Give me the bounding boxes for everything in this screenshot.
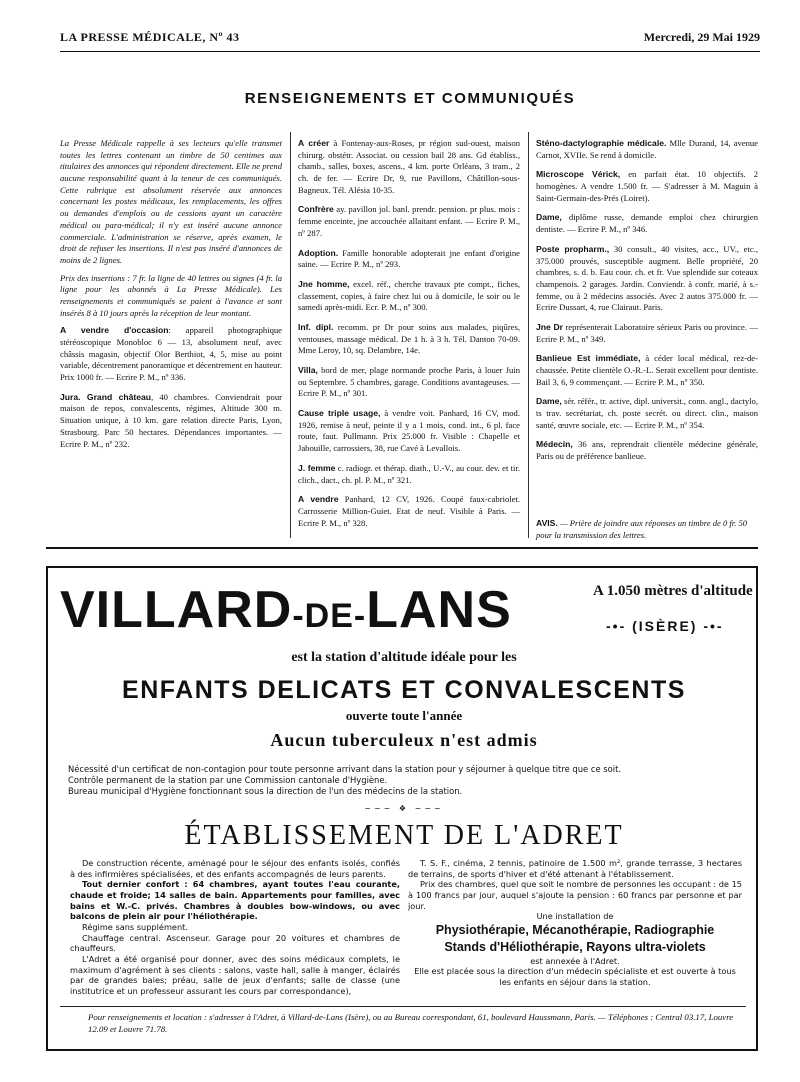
ornament-divider: ~~~ ❖ ~~~ <box>364 804 444 813</box>
classified-ad <box>536 439 758 462</box>
classified-ad <box>298 204 520 239</box>
classified-ad <box>536 169 758 204</box>
classified-ad <box>536 212 758 235</box>
ad-text: à céder local médical, rez-de-chaussée. Petite clientèle O.-R.-L. Serait excellent pour dentiste. Bail 3, 6, 9 commençant. — Ecrire P. M., nº 350. <box>536 353 758 387</box>
section-rule <box>46 547 758 549</box>
column-1 <box>60 138 282 458</box>
ad-title: Microscope Vérick, <box>536 169 621 180</box>
establishment-description-right <box>408 858 742 988</box>
ad-text: Famille honorable adopterait jne enfant d'origine saine. — Ecrire P. M., nº 293. <box>298 247 520 270</box>
ad-brand-part: -DE- <box>292 597 367 635</box>
classified-ad <box>536 322 758 345</box>
ad-title: Jura. Grand château <box>60 391 152 402</box>
regulation-line: Bureau municipal d'Hygiène fonctionnant sous la direction de l'un des médecins de la station. <box>68 785 463 796</box>
region-label: -•- (ISÈRE) -•- <box>606 618 724 634</box>
description-paragraph: Régime sans supplément. <box>82 921 188 932</box>
ad-brand-part: VILLARD <box>60 581 293 639</box>
ad-text: 30 consult., 40 visites, acc., UV., etc., 375.000 prouvés, susceptible augment. Belle propriété, 20 chambres, s. d. b. Eau cour. ch. et fr. Vue splendide sur coteaux champenois. 2 garages. Jardin. Conviendr. à confr. marié, à s.-femme, ou à 2 médecins associés. Avec 2 autos 375.000 fr. — Ecrire Dussart, 4, rue Clairaut. Paris. <box>536 243 758 313</box>
establishment-title: ÉTABLISSEMENT DE L'ADRET <box>184 820 624 851</box>
ad-title: Sténo-dactylographie médicale. <box>536 138 667 148</box>
therapy-line: Stands d'Héliothérapie, Rayons ultra-violets <box>444 939 706 954</box>
ad-title: Poste propharm., <box>536 243 610 254</box>
ad-title: Dame, <box>536 212 562 223</box>
ad-text: recomm. pr Dr pour soins aux malades, piqûres, ventouses, massage médical. De 1 h. à 3 h. Tél. Danton 70-09. Mme Leroy, 10, sq. Delambre, 14e. <box>298 321 520 356</box>
ad-text: en parfait état. 10 objectifs. 2 homogènes. A vendre 1.500 fr. — S'adresser à M. Maguin à Saint-Germain-des-Prés (Loiret). <box>536 169 758 203</box>
ad-title: Adoption. <box>298 247 339 258</box>
pricing-notice: Prix des insertions : 7 fr. la ligne de 40 lettres ou signes (4 fr. la ligne pour les abonnés à La Presse Médicale). Les renseignements et communiqués se paient à l'avance et sont insérés 8 à 10 jours après la réception de leur montant. <box>60 272 282 318</box>
journal-title: LA PRESSE MÉDICALE, Nº 43 <box>60 30 240 44</box>
ad-brand-title <box>60 581 512 639</box>
ad-title: A vendre <box>298 494 339 505</box>
description-paragraph: De construction récente, aménagé pour le séjour des enfants isolés, confiés à des infirmières spécialisées, et des enfants accompagnés de leurs parents. <box>70 858 400 879</box>
avis-text: — Prière de joindre aux réponses un timbre de 0 fr. 50 pour la transmission des lettres. <box>536 518 748 540</box>
classified-ad <box>298 494 520 529</box>
column-3 <box>536 138 758 471</box>
issue-date: Mercredi, 29 Mai 1929 <box>643 30 760 44</box>
annexe-label: est annexée à l'Adret. <box>530 955 620 966</box>
column-2 <box>298 138 520 537</box>
column-divider <box>528 132 529 538</box>
ad-title: Inf. dipl. <box>298 321 334 332</box>
classified-ad <box>60 325 282 383</box>
ad-text: diplôme russe, demande emploi chez chirurgien dentiste. — Ecrire P. M., nº 346. <box>536 212 758 235</box>
ad-no-tuberculosis: Aucun tuberculeux n'est admis <box>270 730 538 750</box>
ad-brand-part: LANS <box>366 581 512 639</box>
classified-ad <box>536 244 758 314</box>
header-rule <box>60 51 760 52</box>
classified-ad <box>298 248 520 271</box>
page-header <box>60 30 760 52</box>
ad-title: Banlieue Est immédiate, <box>536 353 641 364</box>
ad-text: à Fontenay-aux-Roses, pr région sud-ouest, maison chirurg. obstétr. Associat. ou cession bail 28 ans. Gd établiss., chamb., salles, boxes, ascens., 4 km. porte Orléans, 3 tram., 2 ch. de fer. — Ecrire Dr, 9, rue Pavillons, Châtillon-sous-Bagneux. Tél. Alésia 10-35. <box>298 138 520 195</box>
regulation-line: Nécessité d'un certificat de non-contagion pour toute personne arrivant dans la station pour y séjourner à quelque titre que ce soit. <box>68 764 622 774</box>
description-paragraph: L'Adret a été organisé pour donner, avec des soins médicaux complets, le maximum d'agrément à ses clients : salons, vaste hall, salle à manger, éclairés par de grandes baies; préau, salle de jeux d'enfants; salle de classe (une institutrice et un professeur assurant les cours par correspondance), <box>70 953 400 996</box>
ad-text: représenterait Laboratoire sérieux Paris ou province. — Ecrire P. M., nº 349. <box>536 321 758 344</box>
description-paragraph: Chauffage central. Ascenseur. Garage pour 20 voitures et chambres de chauffeurs. <box>70 932 400 954</box>
avis-title: AVIS. <box>536 518 558 528</box>
classified-ad <box>298 408 520 455</box>
classified-ad <box>298 463 520 486</box>
ad-title: J. femme <box>298 462 336 473</box>
therapy-line: Physiothérapie, Mécanothérapie, Radiographie <box>435 922 715 937</box>
ad-text: , 40 chambres. Conviendrait pour maison de repos, convalescents, régimes, Altitude 300 m. Situation unique, à 10 km. gare relation directe Paris, Lyon, Strasbourg. Parc 50 hectares. Dépendances importantes. — Ecrire P. M., nº 232. <box>60 391 282 449</box>
intro-notice: La Presse Médicale rappelle à ses lecteurs qu'elle transmet toutes les lettres contenant un timbre de 50 centimes aux titulaires des annonces qui répondent directement. Elle ne prend aucune responsabilité quant à la teneur de ces communiqués. Cette rubrique est absolument réservée aux annonces concernant les postes médicaux, les remplacements, les offres ou demandes d'emplois ou de cessions ayant un caractère médical ou para-médical; il n'y est inséré aucune annonce commerciale. L'administration se réserve, après examen, le droit de refuser les insertions. Il n'est pas inséré d'annonces de moins de 2 lignes. <box>60 138 282 265</box>
ad-title: A créer <box>298 138 330 148</box>
ad-title: Jne homme, <box>298 278 350 289</box>
ad-title: A vendre d'occasion <box>60 325 169 336</box>
ad-text: sér. référ., tr. active, dipl. universit., conn. angl., dactylo, ts trav. secrétariat, ch. poste secrét. ou direct. clin., maison santé, œuvre sociale, etc. — Ecrire P. M., nº 354. <box>536 396 758 430</box>
ad-text: 36 ans, reprendrait clientèle médecine générale, Paris ou de préférence banlieue. <box>536 439 758 462</box>
description-paragraph: Prix des chambres, quel que soit le nombre de personnes les occupant : de 15 à 100 francs par jour, auquel s'ajoute la pension : 60 francs par personne et par jour. <box>408 879 742 911</box>
ad-text: : appareil photographique stéréoscopique Monobloc 6 — 13, absolument neuf, avec châssis magasin, objectif Olor Berthiot, 4, 5, mise au point variable, décentrement panoramique et décentrement en hauteur. Prix 1000 fr. — Ecrire P. M., nº 336. <box>60 325 282 383</box>
section-title: RENSEIGNEMENTS ET COMMUNIQUÉS <box>244 90 576 107</box>
ad-subtitle: est la station d'altitude idéale pour les <box>291 650 517 665</box>
classified-ad <box>298 279 520 314</box>
ad-footer-rule <box>60 1006 746 1007</box>
description-paragraph: T. S. F., cinéma, 2 tennis, patinoire de 1.500 m², grande terrasse, 3 hectares de terrains, de sports d'hiver et d'été attenant à l'établissement. <box>408 858 742 879</box>
column-divider <box>290 132 291 538</box>
villard-de-lans-advertisement <box>46 566 758 1051</box>
ad-regulations <box>68 764 748 797</box>
regulation-line: Contrôle permanent de la station par une Commission cantonale d'Hygiène. <box>68 774 388 785</box>
ad-title: Villa, <box>298 365 318 375</box>
altitude-label: A 1.050 mètres d'altitude <box>593 583 753 599</box>
ad-text: à vendre voit. Panhard, 16 CV, mod. 1926, remise à neuf, peinte il y a 1 mois, cond. int., 6 pl. face route, faut. Pullmann. Prix 25.000 fr. Visible : Chapelle et Jabouille, carrossiers, 38, rue Cavé à Levallois. <box>298 408 520 454</box>
ad-title: Médecin, <box>536 439 573 450</box>
ad-headline: ENFANTS DELICATS ET CONVALESCENTS <box>122 676 686 704</box>
description-paragraph: Tout dernier confort : 64 chambres, ayant toutes l'eau courante, chaude et froide; 14 salles de bain. Appartements pour familles, avec bains et W.-C. privés. Chambres à doubles bow-windows, ou avec balcons de plein air pour l'héliothérapie. <box>70 879 400 922</box>
direction-text: Elle est placée sous la direction d'un médecin spécialiste et est ouverte à tous les enfants en séjour dans la station. <box>414 966 736 987</box>
ad-text: excel. réf., cherche travaux pte compt., fiches, classement, copies, à faire chez lui ou à domicile, le soir ou le samedi après-midi. Ecr. P. M., nº 300. <box>298 278 520 313</box>
ad-contact-footer: Pour renseignements et location : s'adresser à l'Adret, à Villard-de-Lans (Isère), ou au Bureau correspondant, 61, boulevard Haussmann, Paris. — Téléphones : Central 03.17, Louvre 12.09 et Louvre 71.78. <box>88 1012 734 1034</box>
avis-notice <box>536 518 758 541</box>
classified-ad <box>536 396 758 431</box>
classified-ad <box>298 138 520 196</box>
classified-ad <box>536 353 758 388</box>
classified-ad <box>60 392 282 450</box>
ad-text: Panhard, 12 CV, 1926. Coupé faux-cabriolet. Carrosserie Million-Guiet. Etat de neuf. Visible à Paris. — Ecrire P. M., nº 328. <box>298 494 520 528</box>
ad-title: Dame, <box>536 396 562 407</box>
establishment-description-left <box>70 858 400 997</box>
classified-ad <box>536 138 758 161</box>
ad-text: c. radiogr. et thérap. diath., U.-V., au cour. dev. et tir. clich., dact., ch. pl. P. M., nº 321. <box>298 462 520 485</box>
classified-ad <box>298 322 520 357</box>
ad-text: Mlle Durand, 14, avenue Carnot, XVIIe. Se rend à domicile. <box>536 138 758 160</box>
ad-title: Cause triple usage, <box>298 408 381 419</box>
classified-ad <box>298 365 520 400</box>
ad-text: ay. pavillon jol. banl. prendr. pension. pr plus. mois : femme enceinte, jne accouchée allaitant enfant. — Ecrire P. M., nº 287. <box>298 204 520 238</box>
ad-title: Jne Dr <box>536 321 563 332</box>
ad-open-all-year: ouverte toute l'année <box>345 708 463 723</box>
installation-label: Une installation de <box>536 911 614 922</box>
ad-text: bord de mer, plage normande proche Paris, à louer Juin ou Septembre. 5 chambres, garage. Conditions avantageuses. — Ecrire P. M., nº 301. <box>298 365 520 399</box>
ad-title: Confrère <box>298 204 334 215</box>
